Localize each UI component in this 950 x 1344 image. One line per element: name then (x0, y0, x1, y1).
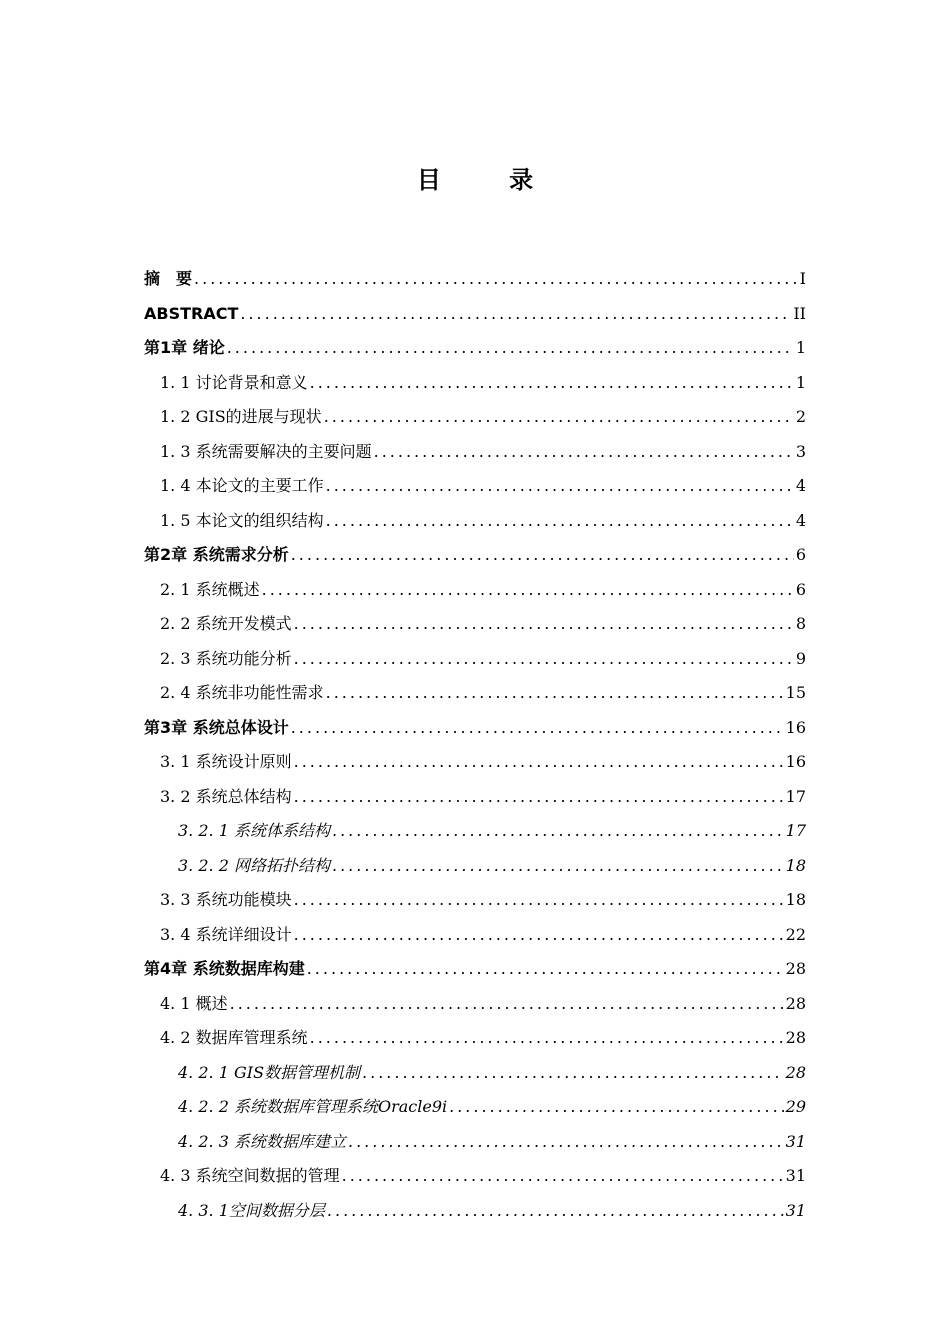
toc-entry-label: 3. 1 系统设计原则 (160, 752, 292, 771)
dot-leader (342, 1159, 784, 1194)
toc-entry[interactable] (144, 849, 806, 884)
toc-entry-label: 摘 要 (144, 269, 193, 288)
dot-leader (230, 987, 784, 1022)
toc-entry-page-number: 4 (795, 510, 806, 530)
toc-entry[interactable] (144, 538, 806, 573)
dot-leader (326, 504, 794, 539)
toc-entry-page-number: 28 (785, 993, 806, 1013)
toc-entry[interactable] (144, 400, 806, 435)
toc-entry-page-number: 3 (795, 441, 806, 461)
toc-entry-label: 1. 4 本论文的主要工作 (160, 476, 324, 495)
dot-leader (310, 1021, 784, 1056)
toc-entry-label: 4. 2. 2 系统数据库管理系统Oracle9i (178, 1097, 448, 1116)
toc-entry-label: 4. 2. 1 GIS数据管理机制 (178, 1062, 361, 1082)
toc-entry-page-number: 15 (785, 683, 806, 702)
toc-entry-page-number: 4 (795, 476, 806, 495)
toc-entry-page-number: 6 (795, 579, 806, 599)
dot-leader (374, 435, 794, 470)
dot-leader (194, 262, 798, 297)
toc-entry-label: 4. 2. 3 系统数据库建立 (178, 1131, 346, 1151)
toc-entry-page-number: 29 (785, 1097, 806, 1116)
toc-entry[interactable] (144, 883, 806, 918)
dot-leader (449, 1090, 784, 1125)
dot-leader (291, 711, 784, 746)
toc-entry-page-number: I (799, 269, 806, 288)
toc-entry[interactable] (144, 642, 806, 677)
toc-entry[interactable] (144, 780, 806, 815)
toc-entry-page-number: 16 (785, 717, 806, 737)
dot-leader (362, 1056, 784, 1091)
dot-leader (294, 745, 784, 780)
dot-leader (310, 366, 794, 401)
toc-entry[interactable] (144, 987, 806, 1022)
dot-leader (240, 297, 791, 332)
page-title: 目 录 (416, 166, 564, 194)
toc-entry[interactable] (144, 918, 806, 953)
toc-entry-page-number: 18 (785, 855, 806, 875)
toc-entry-label: 1. 5 本论文的组织结构 (160, 510, 324, 530)
toc-entry-label: 2. 3 系统功能分析 (160, 648, 292, 668)
dot-leader (326, 469, 794, 504)
toc-entry[interactable] (144, 504, 806, 539)
toc-entry[interactable] (144, 711, 806, 746)
dot-leader (227, 331, 794, 366)
toc-entry-label: 3. 2. 1 系统体系结构 (178, 821, 330, 840)
toc-entry-label: 1. 1 讨论背景和意义 (160, 372, 308, 392)
toc-entry-page-number: 28 (785, 959, 806, 978)
toc-entry-page-number: II (793, 303, 806, 323)
toc-entry-label: 3. 3 系统功能模块 (160, 890, 292, 909)
toc-entry[interactable] (144, 1056, 806, 1091)
toc-entry-page-number: 1 (795, 338, 806, 357)
dot-leader (348, 1125, 784, 1160)
toc-entry-page-number: 9 (795, 648, 806, 668)
toc-entry[interactable] (144, 297, 806, 332)
toc-entry-label: 3. 2 系统总体结构 (160, 786, 292, 806)
toc-entry-page-number: 2 (795, 407, 806, 426)
dot-leader (294, 607, 794, 642)
toc-entry[interactable] (144, 366, 806, 401)
toc-entry-page-number: 18 (785, 890, 806, 909)
toc-entry[interactable] (144, 814, 806, 849)
toc-entry-label: 4. 3 系统空间数据的管理 (160, 1166, 340, 1185)
toc-entry[interactable] (144, 435, 806, 470)
toc-entry[interactable] (144, 573, 806, 608)
toc-entry-page-number: 31 (785, 1200, 806, 1220)
toc-entry-page-number: 28 (785, 1028, 806, 1047)
toc-entry-label: 4. 1 概述 (160, 993, 228, 1013)
toc-entry-label: 1. 3 系统需要解决的主要问题 (160, 441, 372, 461)
toc-entry-label: 2. 1 系统概述 (160, 579, 260, 599)
toc-entry-page-number: 8 (795, 614, 806, 633)
toc-entry-page-number: 22 (785, 924, 806, 944)
toc-entry[interactable] (144, 262, 806, 297)
dot-leader (307, 952, 784, 987)
toc-entry[interactable] (144, 469, 806, 504)
toc-entry[interactable] (144, 1194, 806, 1229)
toc-entry-page-number: 1 (795, 372, 806, 392)
toc-entry-label: 4. 2 数据库管理系统 (160, 1028, 308, 1047)
toc-entry[interactable] (144, 1021, 806, 1056)
toc-entry[interactable] (144, 1090, 806, 1125)
toc-entry-label: 2. 4 系统非功能性需求 (160, 683, 324, 702)
toc-entry-page-number: 17 (785, 821, 806, 840)
dot-leader (332, 849, 784, 884)
toc-entry[interactable] (144, 607, 806, 642)
table-of-contents (144, 262, 806, 1228)
toc-entry-page-number: 6 (795, 545, 806, 564)
toc-entry-label: 2. 2 系统开发模式 (160, 614, 292, 633)
dot-leader (327, 1194, 784, 1229)
dot-leader (294, 642, 794, 677)
toc-entry-page-number: 16 (785, 752, 806, 771)
toc-entry-label: 第1章 绪论 (144, 338, 225, 357)
dot-leader (291, 538, 794, 573)
dot-leader (324, 400, 794, 435)
toc-entry-label: 第3章 系统总体设计 (144, 717, 289, 737)
dot-leader (294, 780, 784, 815)
toc-entry-page-number: 31 (785, 1166, 806, 1185)
dot-leader (294, 883, 784, 918)
toc-entry[interactable] (144, 331, 806, 366)
dot-leader (332, 814, 784, 849)
toc-entry[interactable] (144, 952, 806, 987)
dot-leader (326, 676, 784, 711)
toc-entry[interactable] (144, 745, 806, 780)
dot-leader (262, 573, 794, 608)
toc-entry-label: ABSTRACT (144, 303, 239, 323)
toc-entry-page-number: 17 (785, 786, 806, 806)
toc-entry-label: 1. 2 GIS的进展与现状 (160, 407, 322, 426)
toc-entry[interactable] (144, 1125, 806, 1160)
toc-entry[interactable] (144, 1159, 806, 1194)
toc-entry-label: 第4章 系统数据库构建 (144, 959, 305, 978)
dot-leader (294, 918, 784, 953)
toc-entry-label: 4. 3. 1空间数据分层 (178, 1200, 325, 1220)
toc-entry-page-number: 28 (785, 1062, 806, 1082)
toc-entry[interactable] (144, 676, 806, 711)
toc-entry-label: 第2章 系统需求分析 (144, 545, 289, 564)
toc-entry-page-number: 31 (785, 1131, 806, 1151)
toc-entry-label: 3. 2. 2 网络拓扑结构 (178, 855, 330, 875)
toc-entry-label: 3. 4 系统详细设计 (160, 924, 292, 944)
